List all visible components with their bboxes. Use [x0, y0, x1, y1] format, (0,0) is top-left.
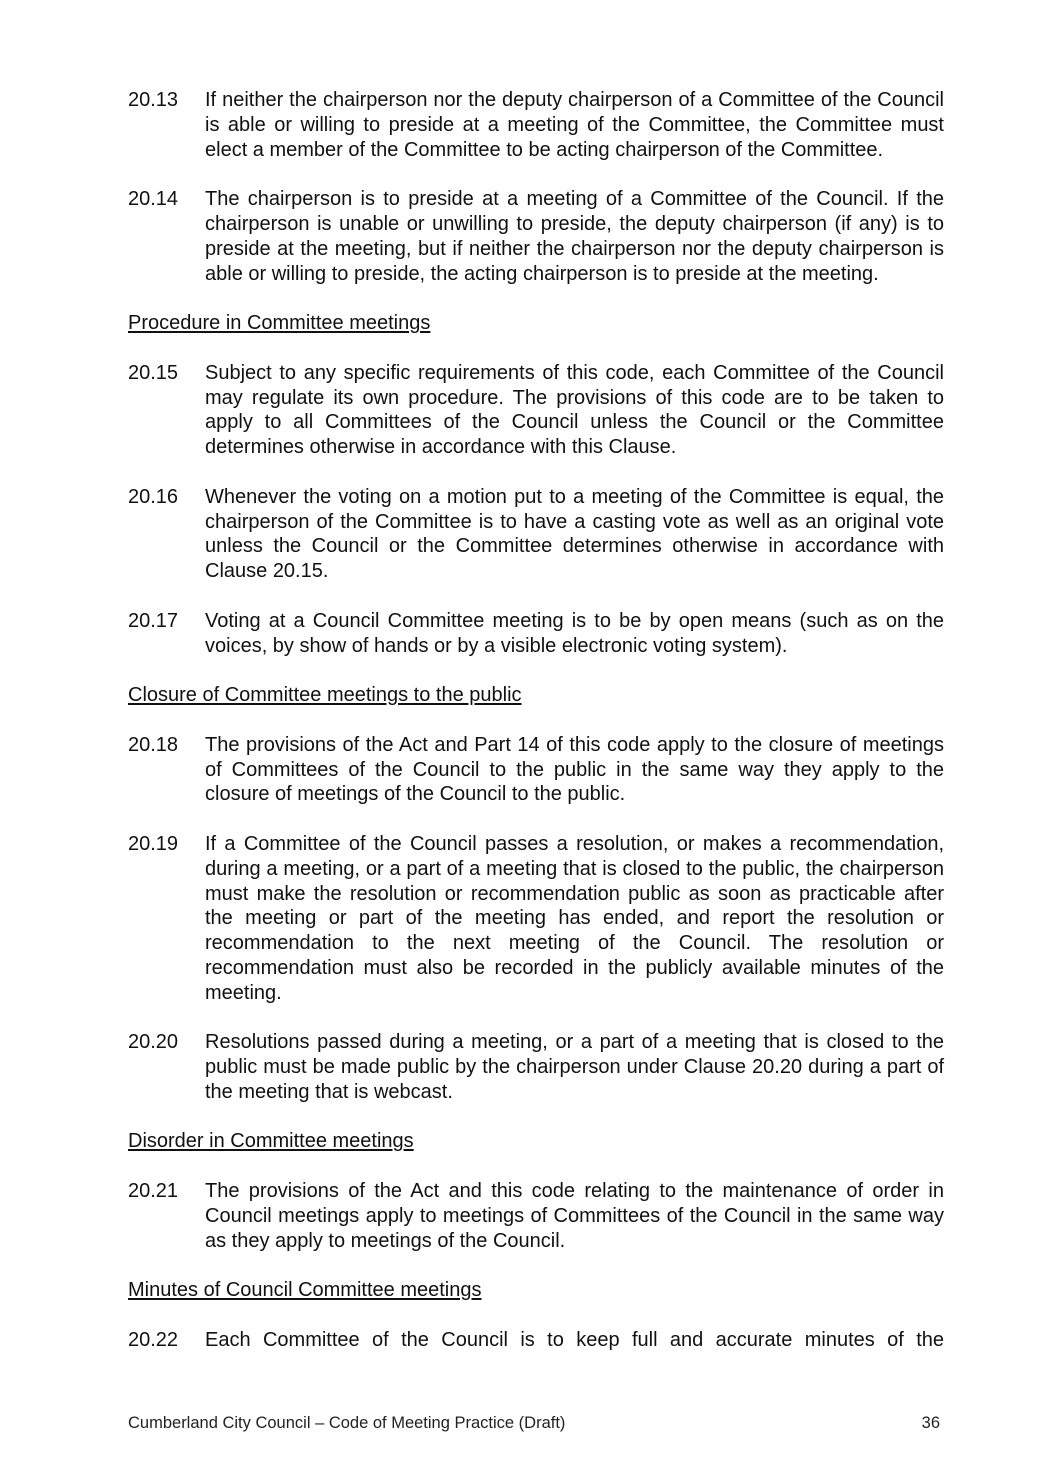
clause-20-13	[128, 88, 944, 162]
page-number: 36	[921, 1414, 940, 1432]
clause-20-15	[128, 361, 944, 460]
clause-20-19	[128, 832, 944, 1006]
clause-text: Subject to any specific requirements of this code, each Committee of the Council may regulate its own procedure. The provisions of this code are to be taken to apply to all Committees of the Council unless the Council or the Committee determines otherwise in accordance with this Clause.	[205, 361, 944, 459]
section-heading-disorder: Disorder in Committee meetings	[128, 1130, 414, 1153]
clause-number: 20.20	[128, 1031, 179, 1054]
clause-number: 20.22	[128, 1328, 179, 1351]
clause-text: The provisions of the Act and Part 14 of this code apply to the closure of meetings of Committees of the Council to the public in the same way they apply to the closure of meetings of the Council to the public.	[205, 733, 944, 806]
page-footer	[128, 1413, 940, 1433]
clause-number: 20.21	[128, 1180, 179, 1203]
clause-number: 20.17	[128, 609, 179, 632]
clause-20-21	[128, 1179, 944, 1253]
clause-text: Each Committee of the Council is to keep full and accurate minutes of the	[205, 1328, 944, 1351]
section-heading-minutes: Minutes of Council Committee meetings	[128, 1279, 482, 1302]
clause-20-18	[128, 733, 944, 807]
clause-text: Resolutions passed during a meeting, or a part of a meeting that is closed to the public must be made public by the chairperson under Clause 20.20 during a part of the meeting that is webcast.	[205, 1031, 944, 1103]
clause-number: 20.16	[128, 485, 179, 508]
clause-20-14	[128, 187, 944, 286]
clause-text: The provisions of the Act and this code relating to the maintenance of order in Council meetings apply to meetings of Committees of the Council in the same way as they apply to meetings of the Council.	[205, 1180, 944, 1252]
page-content	[128, 88, 944, 1377]
clause-20-17	[128, 609, 944, 659]
clause-20-22	[128, 1328, 944, 1353]
clause-20-16	[128, 485, 944, 584]
clause-number: 20.14	[128, 188, 179, 211]
clause-number: 20.13	[128, 89, 179, 111]
section-heading-procedure: Procedure in Committee meetings	[128, 312, 431, 335]
footer-title: Cumberland City Council – Code of Meeting Practice (Draft)	[128, 1414, 566, 1432]
clause-number: 20.19	[128, 832, 179, 855]
section-heading-closure: Closure of Committee meetings to the public	[128, 684, 522, 707]
clause-number: 20.15	[128, 361, 179, 384]
clause-text: If neither the chairperson nor the deputy chairperson of a Committee of the Council is able or willing to preside at a meeting of the Committee, the Committee must elect a member of the Committee to be acting chairperson of the Committee.	[205, 89, 944, 161]
clause-text: Whenever the voting on a motion put to a meeting of the Committee is equal, the chairperson of the Committee is to have a casting vote as well as an original vote unless the Council or the Committee determines otherwise in accordance with Clause 20.15.	[205, 485, 944, 583]
clause-text: The chairperson is to preside at a meeting of a Committee of the Council. If the chairperson is unable or unwilling to preside, the deputy chairperson (if any) is to preside at the meeting, but if neither the chairperson nor the deputy chairperson is able or willing to preside, the acting chairperson is to preside at the meeting.	[205, 188, 944, 285]
clause-20-20	[128, 1030, 944, 1104]
clause-text: If a Committee of the Council passes a resolution, or makes a recommendation, during a meeting, or a part of a meeting that is closed to the public, the chairperson must make the resolution or recommendation public as soon as practicable after the meeting or part of the meeting has ended, and report the resolution or recommendation to the next meeting of the Council. The resolution or recommendation must also be recorded in the publicly available minutes of the meeting.	[205, 832, 944, 1004]
clause-number: 20.18	[128, 733, 179, 756]
clause-text: Voting at a Council Committee meeting is to be by open means (such as on the voices, by show of hands or by a visible electronic voting system).	[205, 609, 944, 657]
